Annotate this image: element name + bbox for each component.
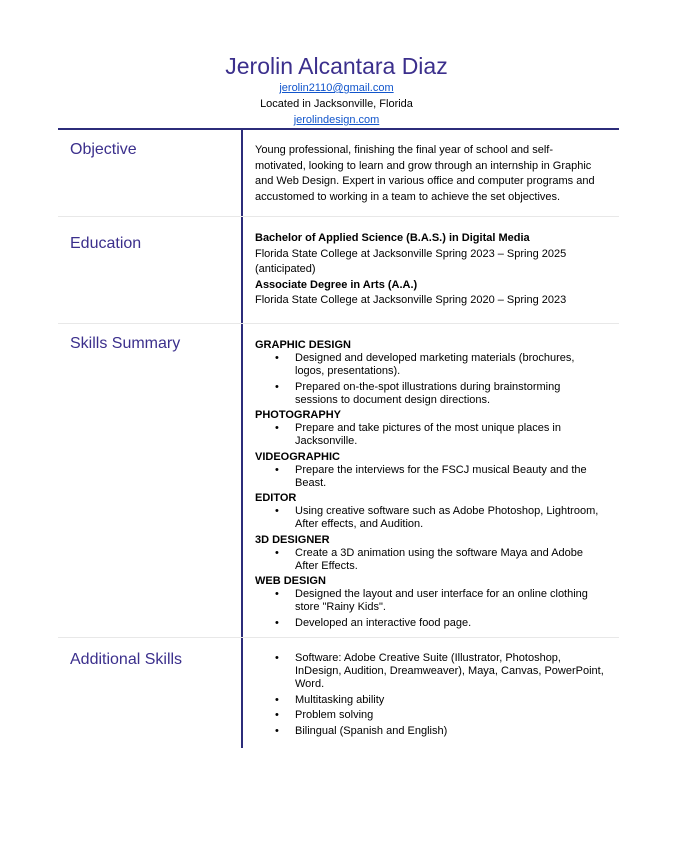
- list-item: • Create a 3D animation using the software Maya and Adobe After Effects.: [255, 547, 605, 573]
- list-item: • Developed an interactive food page.: [255, 617, 605, 630]
- list-item: • Bilingual (Spanish and English): [255, 725, 605, 738]
- skill-list: [255, 422, 605, 448]
- resume-header: [0, 52, 673, 128]
- degree-detail: Florida State College at Jacksonville Spring 2023 – Spring 2025 (anticipated): [255, 247, 567, 275]
- degree-detail: Florida State College at Jacksonville Spring 2020 – Spring 2023: [255, 294, 567, 306]
- degree-title: Associate Degree in Arts (A.A.): [255, 278, 418, 291]
- skill-category: GRAPHIC DESIGN: [255, 339, 351, 351]
- skill-category: 3D DESIGNER: [255, 533, 330, 546]
- skill-list: [255, 588, 605, 630]
- candidate-name: Jerolin Alcantara Diaz: [225, 53, 448, 79]
- list-item: • Problem solving: [255, 709, 605, 722]
- additional-skills-content: [255, 652, 605, 740]
- header-divider: [58, 128, 619, 130]
- education-content: [255, 231, 605, 309]
- list-item: • Prepare the interviews for the FSCJ musical Beauty and the Beast.: [255, 464, 605, 490]
- skill-list: [255, 505, 605, 531]
- skill-list: [255, 547, 605, 573]
- email-line: [0, 80, 673, 96]
- section-separator: [58, 637, 619, 638]
- education-heading: Education: [70, 235, 142, 252]
- section-separator: [58, 323, 619, 324]
- website-link[interactable]: jerolindesign.com: [293, 114, 380, 126]
- list-item: • Prepared on-the-spot illustrations during brainstorming sessions to document design directions.: [255, 381, 605, 407]
- column-divider: [241, 130, 243, 748]
- list-item: • Using creative software such as Adobe Photoshop, Lightroom, After effects, and Audition.: [255, 505, 605, 531]
- degree-title: Bachelor of Applied Science (B.A.S.) in Digital Media: [255, 232, 530, 244]
- additional-skill-list: [255, 652, 605, 738]
- skills-summary-heading: Skills Summary: [70, 335, 181, 352]
- objective-heading: Objective: [70, 141, 137, 158]
- list-item: • Prepare and take pictures of the most unique places in Jacksonville.: [255, 422, 605, 448]
- skill-category: WEB DESIGN: [255, 575, 326, 587]
- skill-list: [255, 464, 605, 490]
- additional-skills-heading: Additional Skills: [70, 651, 183, 668]
- email-link[interactable]: jerolin2110@gmail.com: [279, 82, 394, 94]
- skill-category: EDITOR: [255, 492, 297, 504]
- skill-list: [255, 352, 605, 407]
- skill-category: PHOTOGRAPHY: [255, 409, 341, 421]
- website-line: [0, 112, 673, 128]
- skill-category: VIDEOGRAPHIC: [255, 450, 340, 463]
- list-item: • Multitasking ability: [255, 694, 605, 707]
- location-text: Located in Jacksonville, Florida: [260, 98, 413, 110]
- list-item: • Software: Adobe Creative Suite (Illustrator, Photoshop, InDesign, Audition, Dreamweaver), Maya, Canvas, PowerPoint, Word.: [255, 652, 605, 691]
- list-item: • Designed and developed marketing materials (brochures, logos, presentations).: [255, 352, 605, 378]
- objective-text: Young professional, finishing the final year of school and self-motivated, looking to learn and grow through an internship in Graphic and Web Design. Expert in various office and computer programs and accustomed to working in a team to achieve the set objectives.: [255, 144, 595, 203]
- list-item: • Designed the layout and user interface for an online clothing store "Rainy Kids".: [255, 588, 605, 614]
- section-separator: [58, 216, 619, 217]
- skills-summary-content: [255, 339, 605, 632]
